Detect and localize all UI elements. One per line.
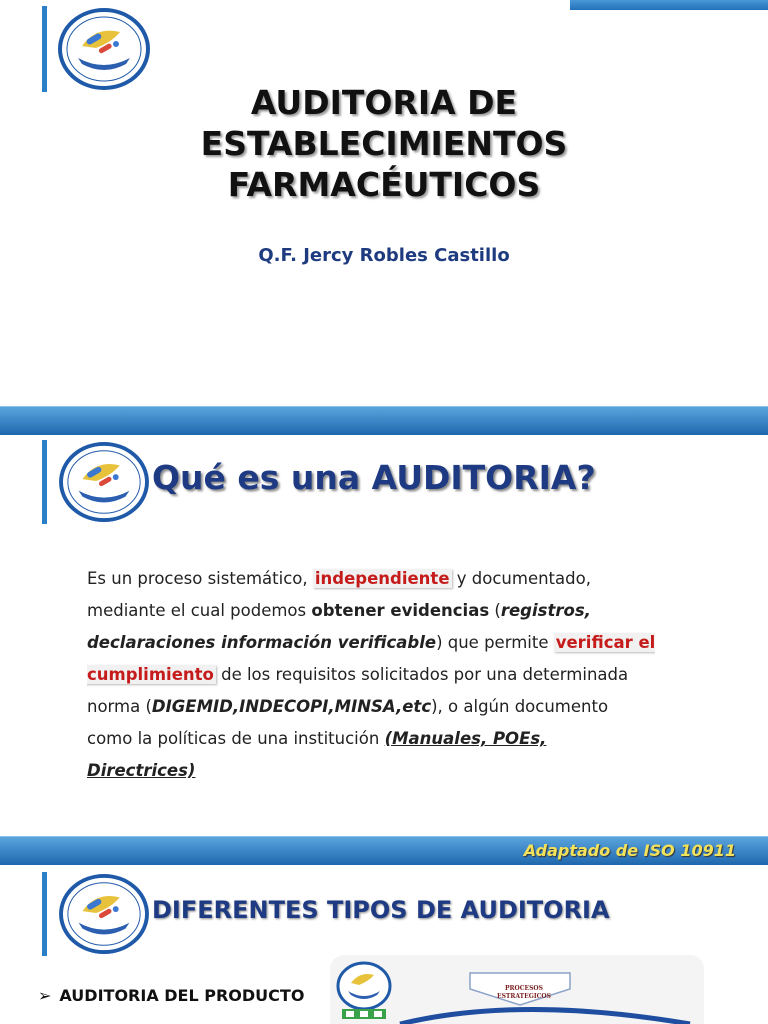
accent-bar — [42, 6, 47, 92]
slide-divider — [0, 406, 768, 435]
top-stripe — [570, 0, 768, 10]
definition-paragraph — [87, 563, 657, 787]
institution-logo-icon — [334, 959, 394, 1021]
text-run: ) que permite — [436, 633, 554, 652]
text-run: ), o algún documento como la políticas de una institución — [87, 697, 609, 748]
text-run: de los requisitos solicitados por una determinada norma ( — [87, 665, 629, 716]
accent-bar — [42, 440, 47, 524]
underlined-manuales: (Manuales, POEs, Directrices) — [87, 729, 547, 780]
process-diagram — [330, 955, 704, 1024]
source-caption: Adaptado de ISO 10911 — [523, 841, 736, 860]
bold-obtener-evidencias: obtener evidencias — [311, 601, 490, 620]
author-name: Q.F. Jercy Robles Castillo — [258, 245, 510, 266]
process-label-line-2: ESTRATEGICOS — [497, 993, 551, 1000]
process-box — [476, 977, 572, 1013]
text-run: y documentado, mediante el cual podemos — [87, 569, 591, 620]
bullet-label: AUDITORIA DEL PRODUCTO — [59, 986, 305, 1005]
text-run: Es un proceso sistemático, — [87, 569, 313, 588]
presentation-title — [0, 82, 768, 205]
institution-logo-icon — [56, 872, 152, 956]
slide-heading: DIFERENTES TIPOS DE AUDITORIA — [152, 896, 610, 924]
arrow-bullet-icon: ➢ — [38, 986, 52, 1005]
bold-italic-registros: registros, declaraciones información verificable — [87, 601, 591, 652]
highlight-verificar: verificar el cumplimiento — [87, 633, 656, 684]
process-label-line-1: PROCESOS — [505, 985, 543, 992]
institution-logo-icon — [56, 440, 152, 524]
highlight-independiente: independiente — [314, 569, 450, 588]
institution-logo-icon — [56, 6, 152, 92]
title-line-1: AUDITORIA DE — [250, 83, 518, 122]
bold-italic-normas: DIGEMID,INDECOPI,MINSA,etc — [151, 697, 432, 716]
title-line-3: FARMACÉUTICOS — [227, 165, 541, 204]
slide-heading: Qué es una AUDITORIA? — [152, 458, 596, 497]
text-run: ( — [489, 601, 501, 620]
process-label — [476, 985, 572, 1001]
bullet-item — [38, 986, 304, 1005]
accent-bar — [42, 872, 47, 956]
title-line-2: ESTABLECIMIENTOS — [200, 124, 568, 163]
